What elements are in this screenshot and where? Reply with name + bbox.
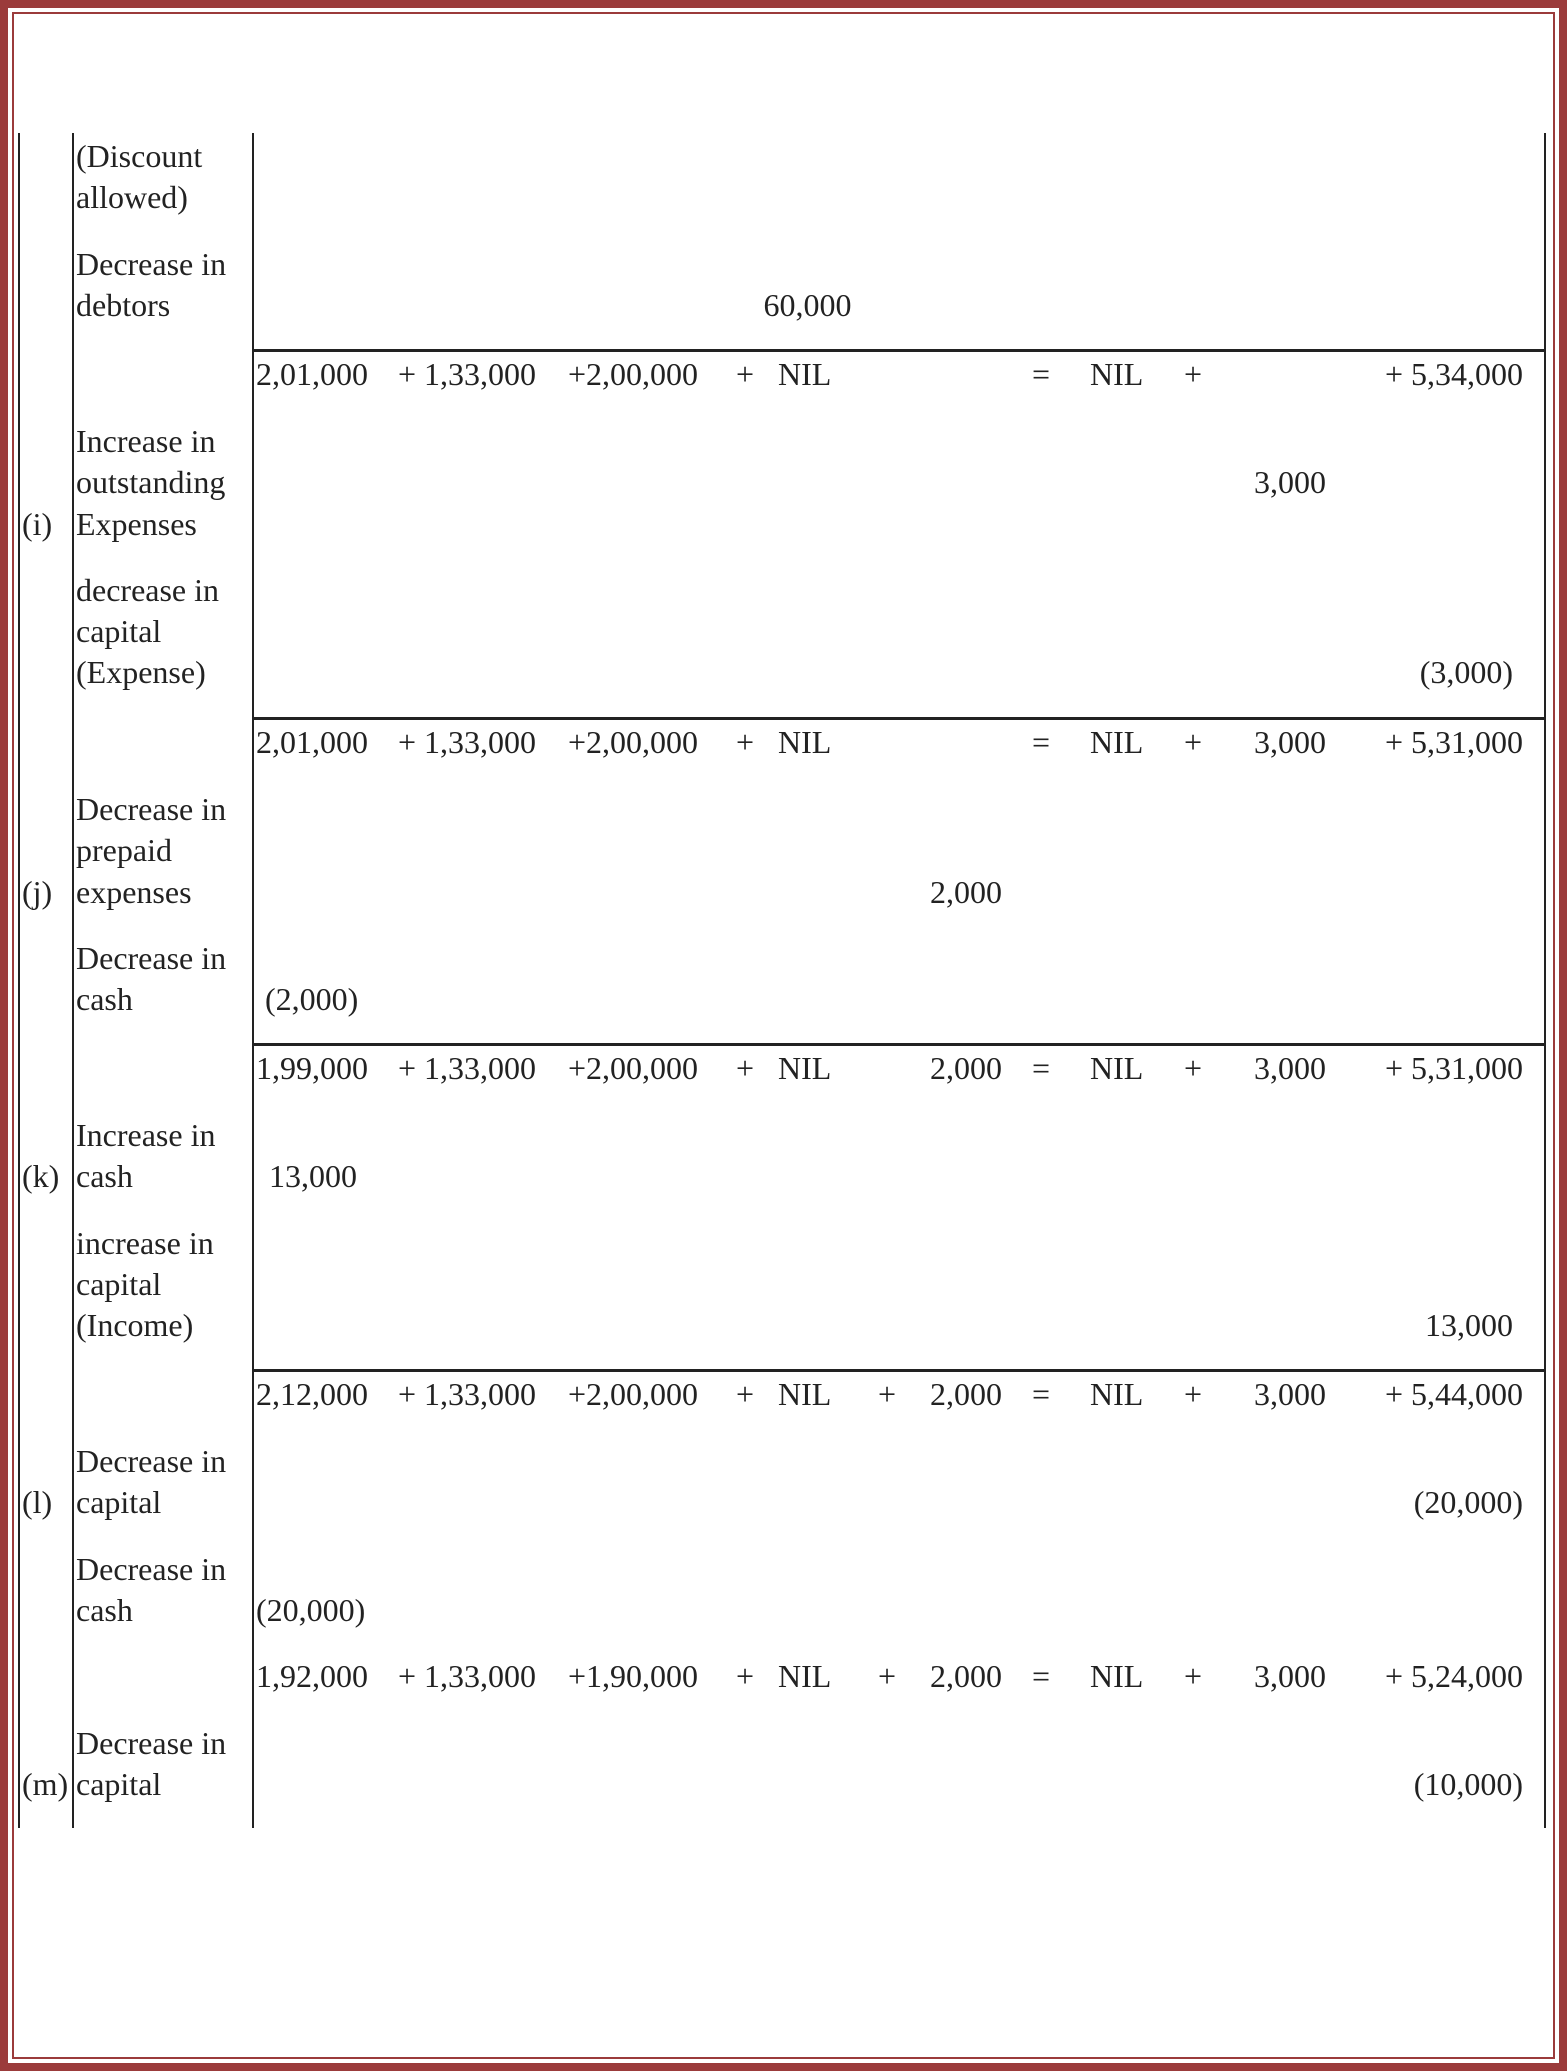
equals-sign: = [1032, 724, 1051, 760]
row-label: (i) [22, 506, 53, 542]
balance-stock: +2,00,000 [568, 356, 699, 392]
row-label: (m) [22, 1766, 69, 1802]
table-left-rule [18, 133, 20, 1828]
balance-prepaid-expenses: 2,000 [930, 1376, 1002, 1412]
outstanding-change: 3,000 [1254, 464, 1326, 500]
description-line: Increase in [76, 1117, 216, 1153]
balance-capital: + 5,34,000 [1384, 356, 1523, 392]
plus-sign: + [878, 1376, 897, 1412]
balance-creditors: NIL [1090, 1050, 1144, 1086]
plus-sign: + [736, 1658, 755, 1694]
row-divider [253, 717, 1545, 720]
row-label: (j) [22, 874, 53, 910]
row-label: (l) [22, 1484, 53, 1520]
description-line: capital [76, 1766, 162, 1802]
plus-sign: + [1184, 356, 1203, 392]
balance-prepaid: NIL [778, 724, 832, 760]
balance-capital: + 5,31,000 [1384, 1050, 1523, 1086]
plus-sign: + [736, 356, 755, 392]
description-line: capital [76, 1266, 162, 1302]
table-right-rule [1544, 133, 1546, 1828]
debtors-change: 60,000 [763, 287, 852, 323]
cash-change: 13,000 [269, 1158, 357, 1194]
plus-sign: + [878, 1658, 897, 1694]
balance-cash: 2,01,000 [256, 356, 368, 392]
balance-stock: +2,00,000 [568, 1376, 699, 1412]
description-line: capital [76, 613, 162, 649]
balance-stock: +2,00,000 [568, 724, 699, 760]
description-line: increase in [76, 1225, 214, 1261]
description-line: expenses [76, 874, 192, 910]
row-divider [253, 349, 1545, 352]
plus-sign: + [1184, 1658, 1203, 1694]
description-line: Increase in [76, 423, 216, 459]
row-divider [253, 1369, 1545, 1372]
balance-cash: 2,01,000 [256, 724, 368, 760]
label-column-rule [72, 133, 74, 1828]
capital-change: (20,000) [1413, 1484, 1523, 1520]
description-line: outstanding [76, 464, 226, 500]
balance-debtors: + 1,33,000 [398, 724, 537, 760]
balance-prepaid: NIL [778, 1050, 832, 1086]
balance-cash: 2,12,000 [256, 1376, 368, 1412]
description-line: cash [76, 1158, 133, 1194]
balance-prepaid-expenses: 2,000 [930, 1658, 1002, 1694]
description-line: Decrease in [76, 1551, 227, 1587]
row-label: (k) [22, 1158, 60, 1194]
plus-sign: + [736, 1376, 755, 1412]
balance-cash: 1,99,000 [256, 1050, 368, 1086]
balance-cash: 1,92,000 [256, 1658, 368, 1694]
row-divider [253, 1043, 1545, 1046]
capital-change: (10,000) [1413, 1766, 1523, 1802]
description-line: (Discount [76, 138, 203, 174]
description-line: Decrease in [76, 1725, 227, 1761]
equals-sign: = [1032, 356, 1051, 392]
plus-sign: + [736, 724, 755, 760]
plus-sign: + [1184, 724, 1203, 760]
balance-outstanding: 3,000 [1254, 724, 1326, 760]
equals-sign: = [1032, 1376, 1051, 1412]
cash-change: (2,000) [265, 981, 359, 1017]
plus-sign: + [1184, 1376, 1203, 1412]
description-line: cash [76, 981, 133, 1017]
equals-sign: = [1032, 1658, 1051, 1694]
description-line: Decrease in [76, 1443, 227, 1479]
plus-sign: + [1184, 1050, 1203, 1086]
capital-change: 13,000 [1425, 1307, 1513, 1343]
description-column-rule [252, 133, 254, 1828]
description-line: Decrease in [76, 791, 227, 827]
balance-stock: +2,00,000 [568, 1050, 699, 1086]
balance-debtors: + 1,33,000 [398, 356, 537, 392]
balance-outstanding: 3,000 [1254, 1376, 1326, 1412]
balance-capital: + 5,44,000 [1384, 1376, 1523, 1412]
balance-creditors: NIL [1090, 1376, 1144, 1412]
description-line: Expenses [76, 506, 197, 542]
description-line: allowed) [76, 179, 188, 215]
equals-sign: = [1032, 1050, 1051, 1086]
description-line: capital [76, 1484, 162, 1520]
description-line: Decrease in [76, 940, 227, 976]
balance-capital: + 5,31,000 [1384, 724, 1523, 760]
description-line: debtors [76, 287, 171, 323]
balance-creditors: NIL [1090, 1658, 1144, 1694]
balance-debtors: + 1,33,000 [398, 1658, 537, 1694]
balance-debtors: + 1,33,000 [398, 1050, 537, 1086]
balance-creditors: NIL [1090, 356, 1144, 392]
balance-prepaid-expenses: 2,000 [930, 1050, 1002, 1086]
balance-prepaid: NIL [778, 1376, 832, 1412]
description-line: cash [76, 1592, 133, 1628]
balance-outstanding: 3,000 [1254, 1050, 1326, 1086]
balance-debtors: + 1,33,000 [398, 1376, 537, 1412]
description-line: Decrease in [76, 246, 227, 282]
balance-creditors: NIL [1090, 724, 1144, 760]
description-line: decrease in [76, 572, 220, 608]
plus-sign: + [736, 1050, 755, 1086]
balance-stock: +1,90,000 [568, 1658, 699, 1694]
description-line: prepaid [76, 832, 172, 868]
prepaid-change: 2,000 [930, 874, 1002, 910]
balance-capital: + 5,24,000 [1384, 1658, 1523, 1694]
balance-outstanding: 3,000 [1254, 1658, 1326, 1694]
description-line: (Expense) [76, 654, 206, 690]
balance-prepaid: NIL [778, 356, 832, 392]
description-line: (Income) [76, 1307, 194, 1343]
balance-prepaid: NIL [778, 1658, 832, 1694]
capital-change: (3,000) [1419, 654, 1513, 690]
cash-change: (20,000) [256, 1592, 366, 1628]
